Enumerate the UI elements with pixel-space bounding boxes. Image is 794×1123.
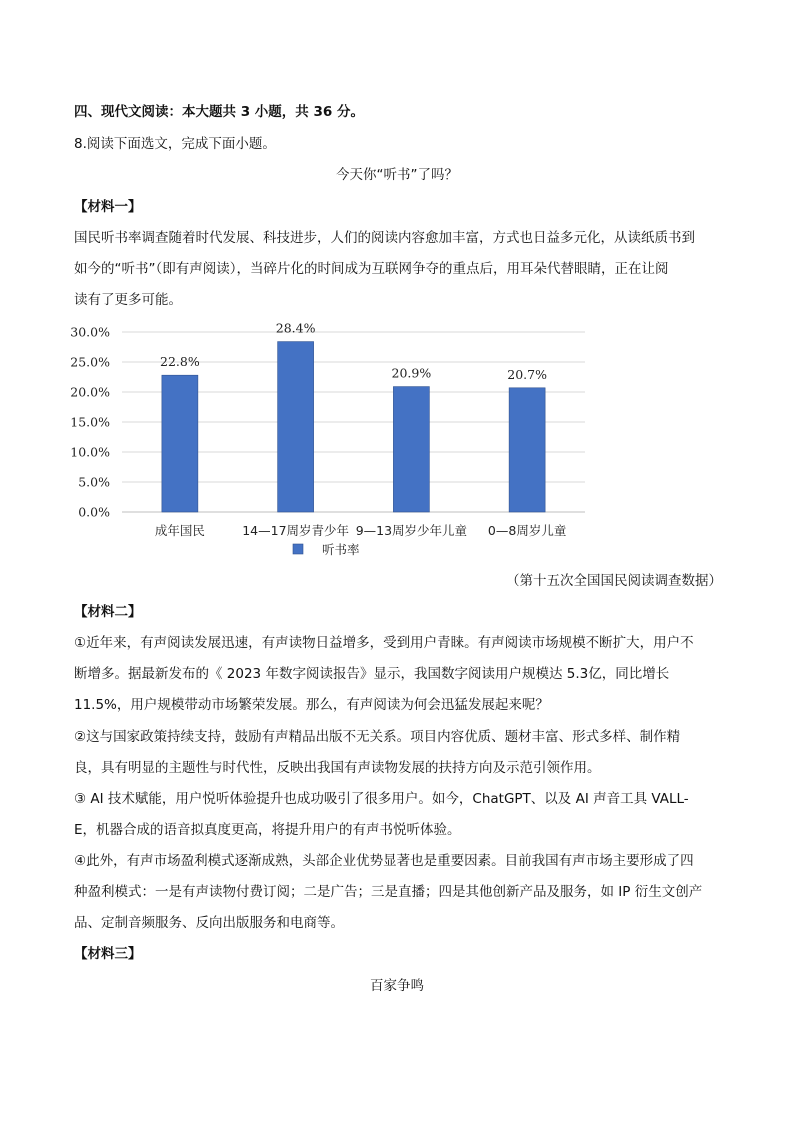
material-2-line: ④此外，有声市场盈利模式逐渐成熟，头部企业优势显著也是重要因素。目前我国有声市场主要形成了四 (74, 853, 694, 869)
x-category-label: 成年国民 (154, 523, 205, 538)
material-2-line: 良，具有明显的主题性与时代性，反映出我国有声读物发展的扶持方向及示范引领作用。 (74, 760, 601, 776)
material-1-line: 读有了更多可能。 (74, 292, 182, 308)
material-2-line: ①近年来，有声阅读发展迅速，有声读物日益增多，受到用户青睐。有声阅读市场规模不断扩大，用户不 (74, 635, 694, 651)
x-category-label: 0—8周岁儿童 (487, 523, 567, 538)
material-3-title: 百家争鸣 (370, 978, 424, 994)
bar (278, 342, 314, 512)
y-tick-label: 15.0% (70, 414, 110, 430)
material-2-label: 【材料二】 (74, 604, 142, 620)
y-tick-label: 20.0% (70, 384, 110, 400)
x-category-label: 9—13周岁少年儿童 (355, 523, 468, 538)
bar-data-label: 22.8% (160, 354, 200, 370)
material-2-line: 断增多。据最新发布的《 2023 年数字阅读报告》显示，我国数字阅读用户规模达 5.3亿，同比增长 (74, 666, 670, 682)
chart-source: （第十五次全国国民阅读调查数据） (506, 573, 722, 589)
legend-swatch (293, 544, 303, 554)
material-1-line: 国民听书率调查随着时代发展、科技进步，人们的阅读内容愈加丰富，方式也日益多元化，从读纸质书到 (74, 230, 695, 246)
y-tick-label: 30.0% (70, 324, 110, 340)
material-1-line: 如今的“听书”（即有声阅读），当碎片化的时间成为互联网争夺的重点后，用耳朵代替眼睛，正在让阅 (74, 261, 669, 277)
y-tick-label: 5.0% (78, 474, 110, 490)
bar-data-label: 20.7% (507, 366, 547, 382)
y-tick-label: 25.0% (70, 354, 110, 370)
bar (393, 387, 429, 512)
y-tick-label: 0.0% (78, 504, 110, 520)
question-prompt: 8.阅读下面选文，完成下面小题。 (74, 136, 276, 152)
material-2-line: 11.5%，用户规模带动市场繁荣发展。那么，有声阅读为何会迅猛发展起来呢？ (74, 697, 549, 713)
bar-data-label: 28.4% (275, 320, 316, 336)
bar (162, 375, 198, 512)
material-2-line: ②这与国家政策持续支持，鼓励有声精品出版不无关系。项目内容优质、题材丰富、形式多样、制作精 (74, 729, 681, 745)
material-2-line: 品、定制音频服务、反向出版服务和电商等。 (74, 915, 344, 931)
x-category-label: 14—17周岁青少年 (242, 523, 350, 538)
material-2-line: E，机器合成的语音拟真度更高，将提升用户的有声书悦听体验。 (74, 822, 461, 838)
section-heading (74, 102, 364, 122)
material-3-label: 【材料三】 (74, 946, 142, 962)
material-2-line: 种盈利模式：一是有声读物付费订阅；二是广告；三是直播；四是其他创新产品及服务，如 IP 衍生文创产 (74, 884, 703, 900)
legend-label: 听书率 (322, 542, 360, 557)
y-tick-label: 10.0% (70, 444, 110, 460)
bar-data-label: 20.9% (391, 365, 432, 381)
material-1-label: 【材料一】 (74, 199, 142, 215)
material-2-line: ③ AI 技术赋能，用户悦听体验提升也成功吸引了很多用户。如今，ChatGPT、以及 AI 声音工具 VALL- (74, 791, 689, 807)
section-heading-detail: 本大题共 3 小题，共 36 分。 (182, 104, 364, 120)
article-title: 今天你“听书”了吗？ (336, 167, 458, 183)
bar (509, 388, 545, 512)
listening-rate-bar-chart (0, 310, 794, 570)
section-heading-prefix: 四、现代文阅读： (74, 104, 182, 120)
